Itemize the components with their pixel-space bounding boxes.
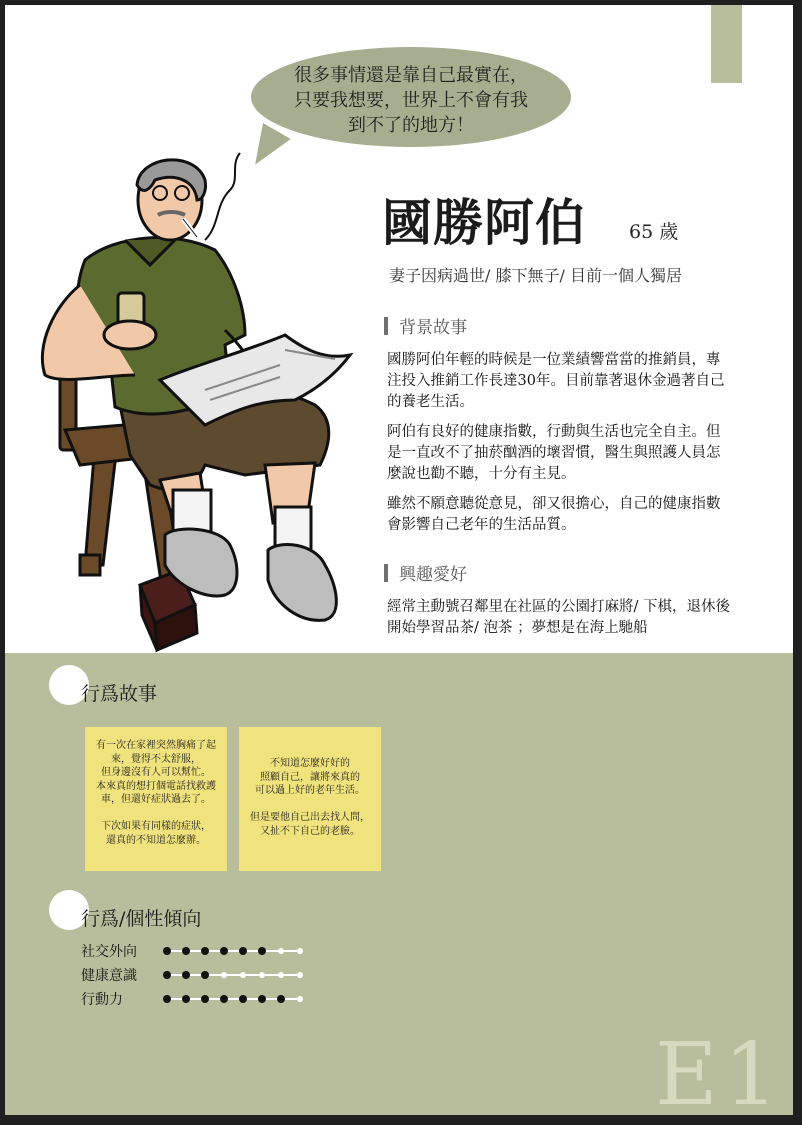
trait-dot-filled <box>258 995 266 1003</box>
trait-dot-filled <box>201 995 209 1003</box>
persona-name: 國勝阿伯 <box>382 193 586 252</box>
sticky-note: 有一次在家裡突然胸痛了起 來，覺得不太舒服， 但身邊沒有人可以幫忙。 本來真的想打個電話找救護 車，但還好症狀過去了。 下次如果有同樣的症狀， 還真的不知道怎麼辦。 <box>85 727 227 871</box>
trait-dot-filled <box>182 971 190 979</box>
trait-scale <box>163 968 313 982</box>
persona-age: 65 歲 <box>629 221 679 243</box>
trait-row <box>81 989 313 1009</box>
trait-label: 行動力 <box>81 992 123 1008</box>
trait-dot-filled <box>220 947 228 955</box>
corner-tab <box>711 5 742 83</box>
background-heading <box>384 313 467 338</box>
trait-dot-filled <box>239 995 247 1003</box>
sticky-note: 不知道怎麼好好的 照顧自己，讓將來真的 可以過上好的老年生活。 但是要他自己出去找人問， 又扯不下自己的老臉。 <box>239 727 381 871</box>
trait-label: 健康意識 <box>81 968 137 984</box>
trait-row <box>81 965 313 985</box>
heading-bar <box>384 564 388 582</box>
trait-dot-empty <box>221 972 227 978</box>
background-paragraph: 國勝阿伯年輕的時候是一位業績響當當的推銷員，專注投入推銷工作長達30年。目前靠著退休金過著自己的養老生活。 <box>387 352 725 410</box>
trait-dot-filled <box>182 947 190 955</box>
page-code: E1 <box>655 1025 785 1115</box>
trait-dot-empty <box>297 972 303 978</box>
trait-dot-empty <box>259 972 265 978</box>
trait-dot-filled <box>258 947 266 955</box>
trait-dot-filled <box>182 995 190 1003</box>
background-heading-label: 背景故事 <box>399 318 467 338</box>
heading-bar <box>384 317 388 335</box>
trait-dot-empty <box>278 972 284 978</box>
hobbies-text: 經常主動號召鄰里在社區的公園打麻將/ 下棋，退休後開始學習品茶/ 泡茶 ；夢想是在海上馳船 <box>387 599 730 636</box>
behavior-story-heading: 行爲故事 <box>81 683 158 705</box>
trait-label: 社交外向 <box>81 944 137 960</box>
trait-dot-filled <box>201 971 209 979</box>
trait-dot-filled <box>239 947 247 955</box>
trait-row <box>81 941 313 961</box>
background-paragraph: 雖然不願意聽從意見，卻又很擔心，自己的健康指數會影響自己老年的生活品質。 <box>387 496 721 533</box>
trait-dot-empty <box>278 948 284 954</box>
speech-bubble-text: 很多事情還是靠自己最實在， 只要我想要，世界上不會有我 到不了的地方！ <box>294 65 528 136</box>
trait-dot-filled <box>277 995 285 1003</box>
trait-dot-filled <box>201 947 209 955</box>
persona-page <box>5 5 793 1115</box>
background-paragraph: 阿伯有良好的健康指數，行動與生活也完全自主。但是一直改不了抽菸酗酒的壞習慣，醫生與照護人員怎麼說也勸不聽，十分有主見。 <box>387 424 721 482</box>
trait-dot-filled <box>163 971 171 979</box>
trait-dot-filled <box>163 995 171 1003</box>
hobbies-heading <box>384 560 467 585</box>
tendencies-heading: 行爲/個性傾向 <box>81 908 202 930</box>
persona-subtitle: 妻子因病過世/ 膝下無子/ 目前一個人獨居 <box>389 266 682 285</box>
trait-dot-empty <box>297 996 303 1002</box>
trait-scale <box>163 944 313 958</box>
trait-dot-empty <box>240 972 246 978</box>
trait-dot-filled <box>163 947 171 955</box>
hobbies-heading-label: 興趣愛好 <box>399 565 467 585</box>
trait-scale <box>163 992 313 1006</box>
trait-dot-filled <box>220 995 228 1003</box>
trait-dot-empty <box>297 948 303 954</box>
old-man-reading-newspaper-illustration <box>25 145 370 655</box>
